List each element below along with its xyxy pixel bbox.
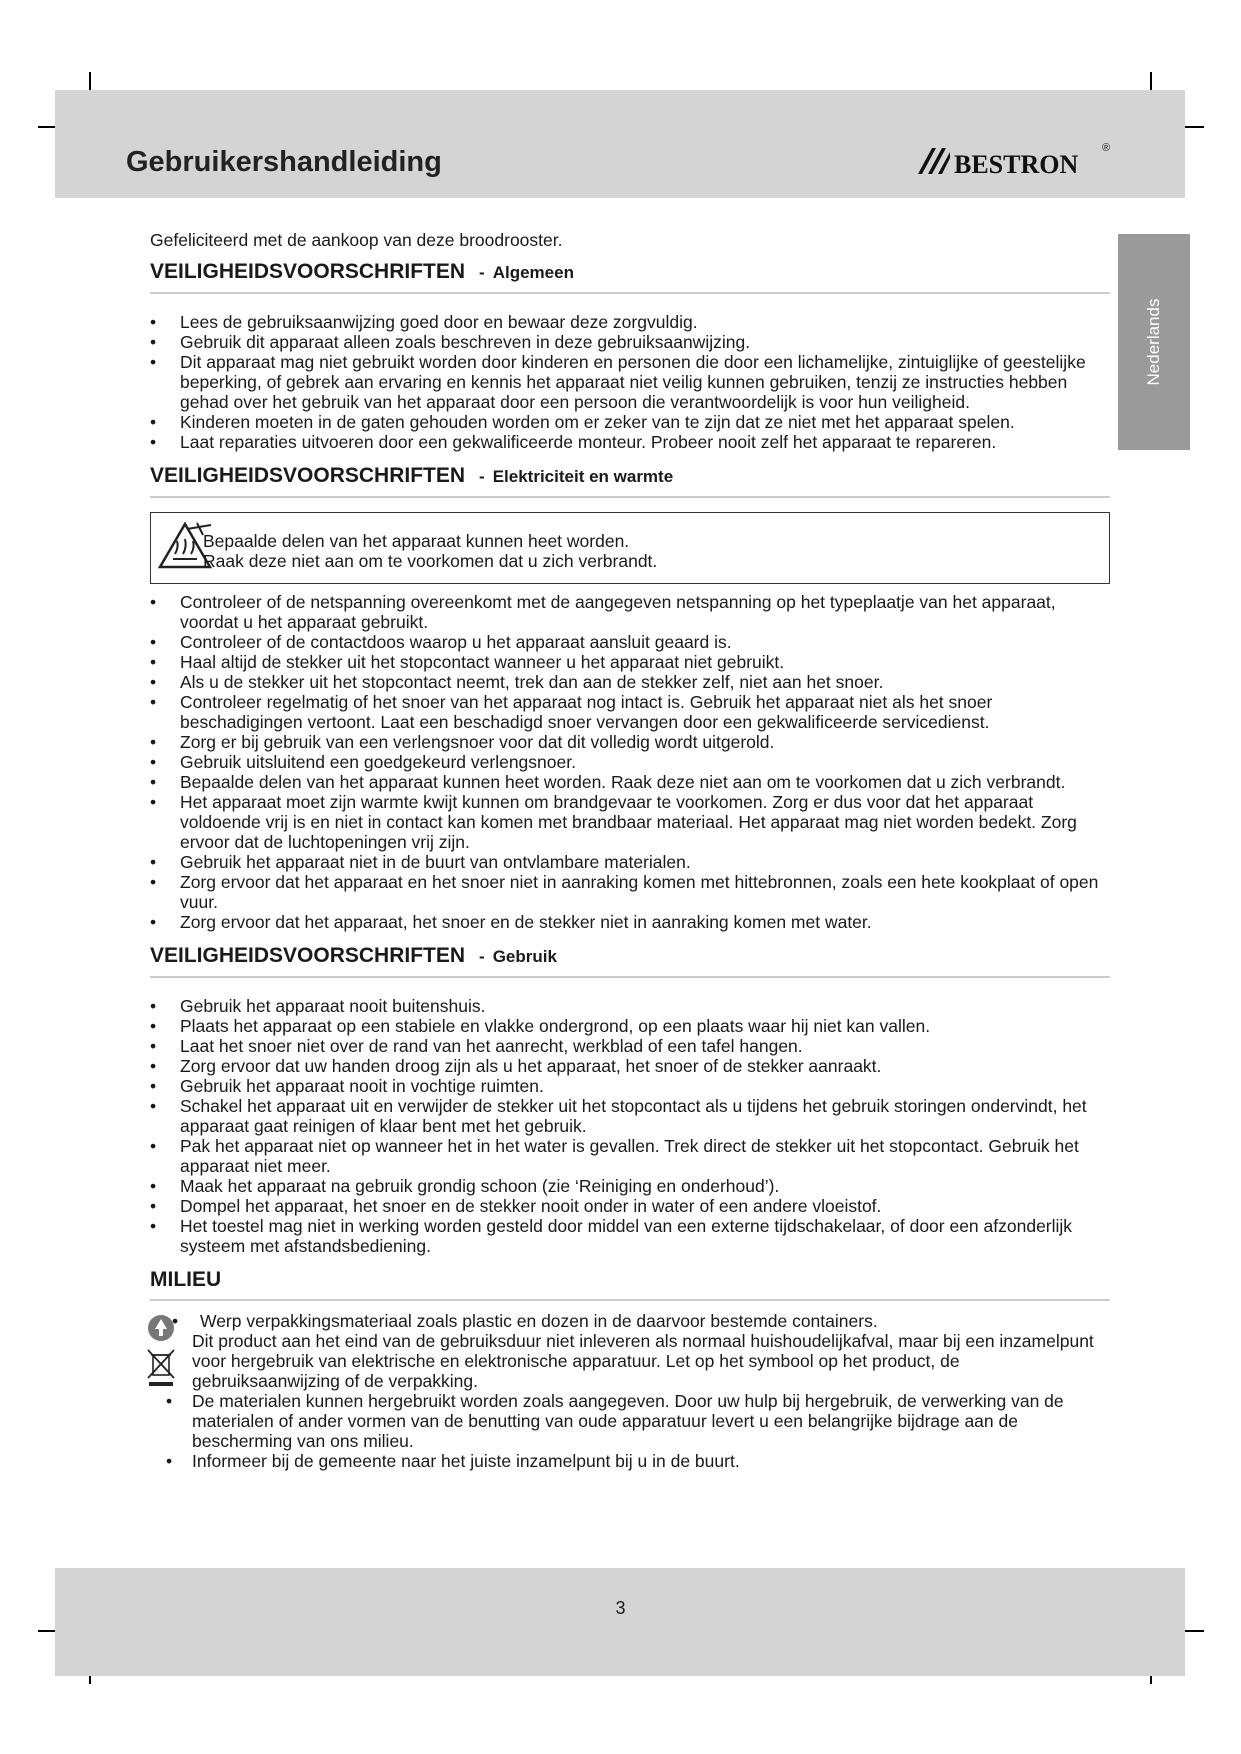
list-item: • Werp verpakkingsmateriaal zoals plastic en dozen in de daarvoor bestemde containers. xyxy=(172,1311,878,1331)
footer-band xyxy=(55,1568,1185,1676)
list-item: • Gebruik het apparaat niet in de buurt van ontvlambare materialen. xyxy=(150,852,691,872)
bullet-list xyxy=(150,996,1110,1256)
section-subtitle: Algemeen xyxy=(492,263,574,282)
section-subtitle: Gebruik xyxy=(492,947,557,966)
list-item: • Controleer of de netspanning overeenkomt met de aangegeven netspanning op het typeplaatje van het apparaat, voordat u het apparaat gebruikt. xyxy=(150,592,1056,632)
list-item: • Het apparaat moet zijn warmte kwijt kunnen om brandgevaar te voorkomen. Zorg er dus voor dat het apparaat voldoende vrij is en niet in contact kan komen met brandbaar materiaal. Het apparaat mag niet worden bedekt. Zorg ervoor dat de luchtopeningen vrij zijn. xyxy=(150,792,1077,852)
list-item: • Pak het apparaat niet op wanneer het in het water is gevallen. Trek direct de stekker uit het stopcontact. Gebruik het apparaat niet meer. xyxy=(150,1136,1079,1176)
warning-line: Bepaalde delen van het apparaat kunnen heet worden. xyxy=(203,531,630,551)
list-item: • Gebruik uitsluitend een goedgekeurd verlengsnoer. xyxy=(150,752,576,772)
section-title: MILIEU xyxy=(150,1268,222,1291)
list-item: Dit product aan het eind van de gebruiksduur niet inleveren als normaal huishoudelijkafval, maar bij een inzamelpunt voor hergebruik van elektrische en elektronische apparatuur. Let op het symbool op het product, de gebruiksaanwijzing of de verpakking. xyxy=(192,1331,1094,1391)
section-title: VEILIGHEIDSVOORSCHRIFTEN xyxy=(150,464,466,487)
intro-text: Gefeliciteerd met de aankoop van deze broodrooster. xyxy=(150,230,563,250)
warning-line: Raak deze niet aan om te voorkomen dat u zich verbrandt. xyxy=(203,551,658,571)
bullet-list xyxy=(150,1311,1110,1471)
list-item: • Het toestel mag niet in werking worden gesteld door middel van een externe tijdschakelaar, of door een afzonderlijk systeem met afstandsbediening. xyxy=(150,1216,1073,1256)
list-item: • Plaats het apparaat op een stabiele en vlakke ondergrond, op een plaats waar hij niet kan vallen. xyxy=(150,1016,931,1036)
section-divider xyxy=(150,1299,1110,1301)
section-elektriciteit xyxy=(150,466,1110,932)
list-item: • Laat het snoer niet over de rand van het aanrecht, werkblad of een tafel hangen. xyxy=(150,1036,803,1056)
list-item: • Zorg ervoor dat het apparaat en het snoer niet in aanraking komen met hittebronnen, zoals een hete kookplaat of open vuur. xyxy=(150,872,1099,912)
milieu-body xyxy=(150,1311,1110,1471)
warning-text xyxy=(203,531,657,571)
list-item: • Bepaalde delen van het apparaat kunnen heet worden. Raak deze niet aan om te voorkomen dat u zich verbrandt. xyxy=(150,772,1066,792)
list-item: • Zorg ervoor dat het apparaat, het snoer en de stekker niet in aanraking komen met water. xyxy=(150,912,872,932)
list-item: • Controleer regelmatig of het snoer van het apparaat nog intact is. Gebruik het apparaat niet als het snoer beschadigingen vertoont. Laat een beschadigd snoer vervangen door een gekwalificeerde servicedienst. xyxy=(150,692,993,732)
brand-logo xyxy=(916,140,1116,186)
hot-surface-warning xyxy=(150,512,1110,584)
main-content xyxy=(150,230,1110,1485)
brand-registered: ® xyxy=(1102,142,1111,154)
list-item: • Gebruik het apparaat nooit in vochtige ruimten. xyxy=(150,1076,544,1096)
list-item: • Controleer of de contactdoos waarop u het apparaat aansluit geaard is. xyxy=(150,632,732,652)
list-item: • Gebruik dit apparaat alleen zoals beschreven in deze gebruiksaanwijzing. xyxy=(150,332,751,352)
list-item: • De materialen kunnen hergebruikt worden zoals aangegeven. Door uw hulp bij hergebruik, de verwerking van de materialen of ander vormen van de benutting van oude apparatuur levert u een belangrijke bijdrage aan de bescherming van ons milieu. xyxy=(166,1391,1064,1451)
logo-chevrons-icon xyxy=(916,146,952,176)
list-item: • Als u de stekker uit het stopcontact neemt, trek dan aan de stekker zelf, niet aan het snoer. xyxy=(150,672,884,692)
page-title: Gebruikershandleiding xyxy=(126,146,442,178)
list-item: • Gebruik het apparaat nooit buitenshuis. xyxy=(150,996,486,1016)
list-item: • Laat reparaties uitvoeren door een gekwalificeerde monteur. Probeer nooit zelf het apparaat te repareren. xyxy=(150,432,997,452)
section-dash: - xyxy=(479,263,485,282)
section-divider xyxy=(150,976,1110,978)
language-tab xyxy=(1118,234,1190,450)
section-gebruik xyxy=(150,946,1110,1256)
section-divider xyxy=(150,496,1110,498)
section-title: VEILIGHEIDSVOORSCHRIFTEN xyxy=(150,944,466,967)
section-heading xyxy=(150,262,1110,283)
list-item: • Zorg er bij gebruik van een verlengsnoer voor dat dit volledig wordt uitgerold. xyxy=(150,732,775,752)
section-dash: - xyxy=(479,947,485,966)
list-item: • Maak het apparaat na gebruik grondig schoon (zie ‘Reiniging en onderhoud’). xyxy=(150,1176,780,1196)
section-heading xyxy=(150,1270,1110,1290)
list-item: • Haal altijd de stekker uit het stopcontact wanneer u het apparaat niet gebruikt. xyxy=(150,652,785,672)
list-item: • Dit apparaat mag niet gebruikt worden door kinderen en personen die door een lichamelijke, zintuiglijke of geestelijke beperking, of gebrek aan ervaring en kennis het apparaat niet veilig kunnen gebruiken, tenzij ze instructies hebben gehad over het gebruik van het apparaat door een persoon die verantwoordelijk is voor hun veiligheid. xyxy=(150,352,1086,412)
list-item: • Dompel het apparaat, het snoer en de stekker nooit onder in water of een andere vloeistof. xyxy=(150,1196,882,1216)
bullet-list xyxy=(150,312,1110,452)
section-subtitle: Elektriciteit en warmte xyxy=(492,467,674,486)
section-dash: - xyxy=(479,467,485,486)
section-milieu xyxy=(150,1270,1110,1471)
section-divider xyxy=(150,292,1110,294)
brand-name: bestron xyxy=(954,141,1079,182)
bullet-list xyxy=(150,592,1110,932)
page-number: 3 xyxy=(615,1598,626,1618)
section-algemeen xyxy=(150,262,1110,452)
list-item: • Kinderen moeten in de gaten gehouden worden om er zeker van te zijn dat ze niet met het apparaat spelen. xyxy=(150,412,1015,432)
language-tab-label: Nederlands xyxy=(1144,298,1163,386)
list-item: • Schakel het apparaat uit en verwijder de stekker uit het stopcontact als u tijdens het gebruik storingen ondervindt, het apparaat gaat reinigen of klaar bent met het gebruik. xyxy=(150,1096,1087,1136)
section-heading xyxy=(150,946,1110,967)
list-item: • Lees de gebruiksaanwijzing goed door en bewaar deze zorgvuldig. xyxy=(150,312,698,332)
section-heading xyxy=(150,466,1110,487)
list-item: • Informeer bij de gemeente naar het juiste inzamelpunt bij u in de buurt. xyxy=(166,1451,740,1471)
list-item: • Zorg ervoor dat uw handen droog zijn als u het apparaat, het snoer of de stekker aanraakt. xyxy=(150,1056,882,1076)
section-title: VEILIGHEIDSVOORSCHRIFTEN xyxy=(150,260,466,283)
